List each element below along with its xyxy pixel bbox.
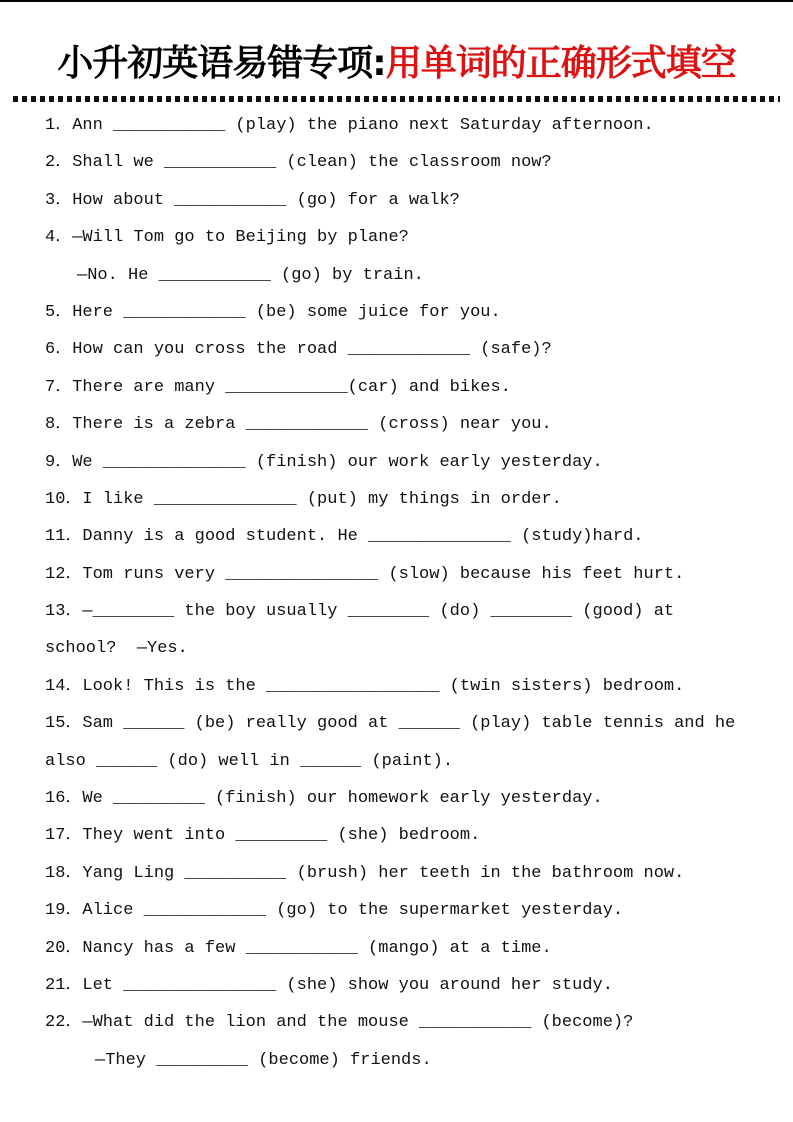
exercise-line-22-reply: —They _________ (become) friends. — [95, 1050, 432, 1070]
exercise-line-8: 8．There is a zebra ____________ (cross) near you. — [45, 415, 552, 435]
exercise-line-9: 9．We ______________ (finish) our work early yesterday. — [45, 452, 603, 472]
page-title-red: 用单词的正确形式填空 — [385, 43, 736, 84]
exercise-line-10: 10．I like ______________ (put) my things in order. — [45, 489, 562, 509]
exercise-line-13-wrap: school? —Yes. — [45, 639, 188, 659]
exercise-line-2: 2．Shall we ___________ (clean) the classroom now? — [45, 153, 552, 173]
exercise-line-11: 11．Danny is a good student. He ______________ (study)hard. — [45, 527, 644, 547]
exercise-line-7: 7．There are many ____________(car) and bikes. — [45, 377, 511, 397]
exercise-line-4-reply: —No. He ___________ (go) by train. — [77, 265, 424, 285]
exercise-line-21: 21．Let _______________ (she) show you around her study. — [45, 975, 613, 995]
exercise-line-20: 20．Nancy has a few ___________ (mango) at a time. — [45, 938, 552, 958]
exercise-line-12: 12．Tom runs very _______________ (slow) because his feet hurt. — [45, 564, 685, 584]
exercise-line-19: 19．Alice ____________ (go) to the supermarket yesterday. — [45, 901, 624, 921]
exercise-line-22: 22．—What did the lion and the mouse ___________ (become)? — [45, 1013, 634, 1033]
exercise-list — [0, 102, 793, 1079]
exercise-line-18: 18．Yang Ling __________ (brush) her teeth in the bathroom now. — [45, 863, 685, 883]
exercise-line-16: 16．We _________ (finish) our homework early yesterday. — [45, 789, 603, 809]
exercise-line-15: 15．Sam ______ (be) really good at ______ (play) table tennis and he — [45, 714, 736, 734]
exercise-line-1: 1．Ann ___________ (play) the piano next Saturday afternoon. — [45, 116, 654, 135]
page-title-black: 小升初英语易错专项: — [57, 43, 386, 84]
exercise-line-3: 3．How about ___________ (go) for a walk? — [45, 190, 460, 210]
page-title — [0, 2, 793, 86]
exercise-line-17: 17．They went into _________ (she) bedroom. — [45, 826, 481, 846]
exercise-line-6: 6．How can you cross the road ____________ (safe)? — [45, 340, 552, 360]
exercise-line-5: 5．Here ____________ (be) some juice for you. — [45, 302, 501, 322]
exercise-line-4: 4．—Will Tom go to Beijing by plane? — [45, 228, 409, 248]
exercise-line-13: 13．—________ the boy usually ________ (do) ________ (good) at — [45, 602, 675, 622]
exercise-line-14: 14．Look! This is the _________________ (twin sisters) bedroom. — [45, 676, 685, 696]
exercise-line-15-wrap: also ______ (do) well in ______ (paint). — [45, 751, 454, 771]
